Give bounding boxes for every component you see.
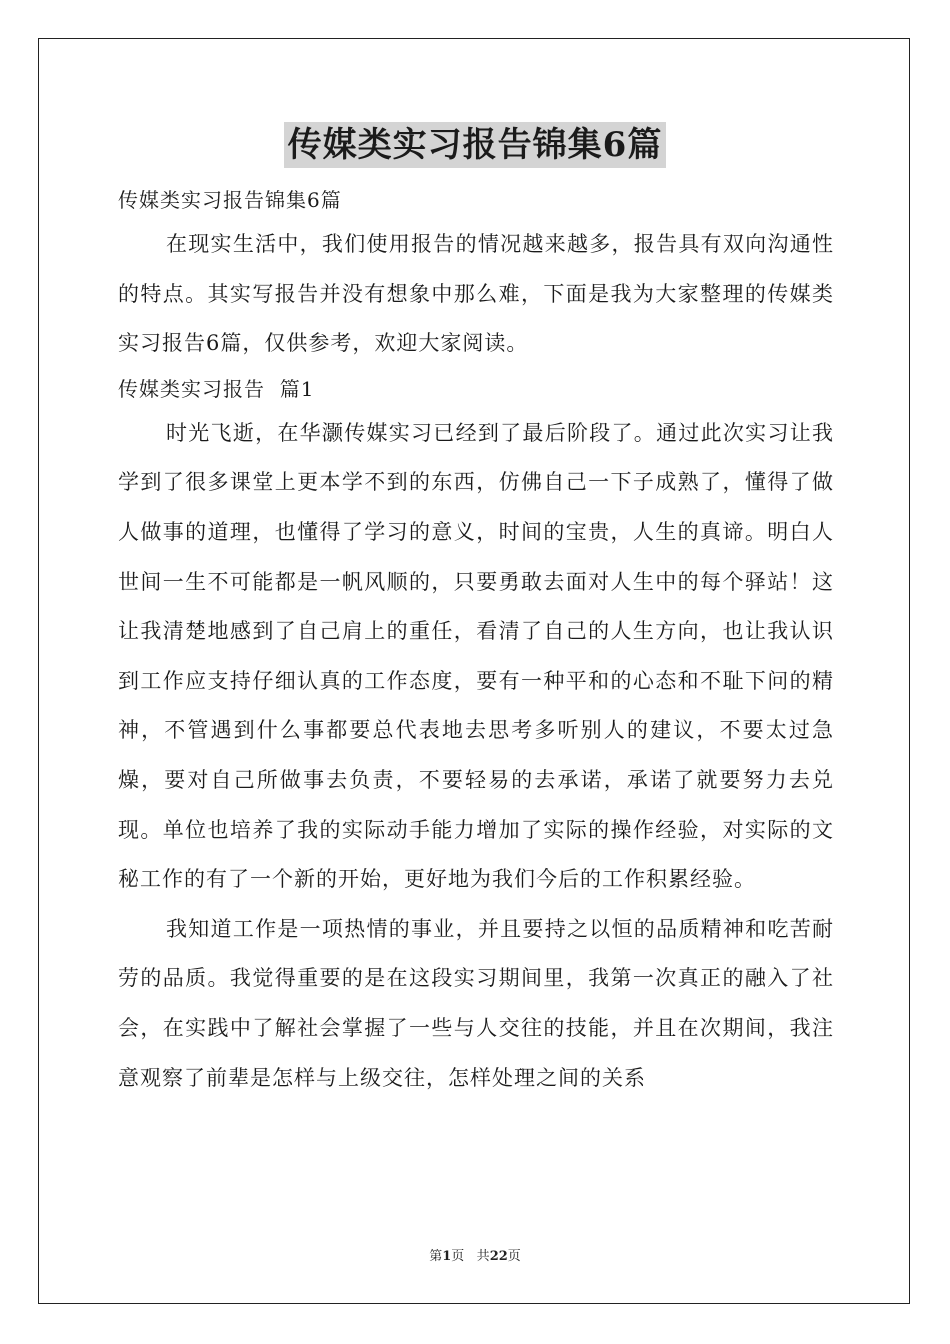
page-number: 1	[442, 1249, 452, 1264]
body-paragraph-2: 我知道工作是一项热情的事业，并且要持之以恒的品质精神和吃苦耐劳的品质。我觉得重要的是在这段实习期间里，我第一次真正的融入了社会，在实践中了解社会掌握了一些与人交往的技能，并且在次期间，我注意观察了前辈是怎样与上级交往，怎样处理之间的关系	[118, 916, 834, 1090]
total-pages: 22	[489, 1249, 508, 1264]
document-title: 传媒类实习报告锦集6篇	[284, 122, 667, 168]
total-prefix: 共	[476, 1249, 490, 1264]
page-footer	[0, 1248, 950, 1266]
page-prefix: 第	[429, 1249, 443, 1264]
page-suffix: 页	[451, 1249, 465, 1264]
document-subtitle: 传媒类实习报告锦集6篇	[118, 188, 342, 212]
document-body	[118, 180, 834, 1103]
total-suffix: 页	[507, 1249, 521, 1264]
section-heading: 传媒类实习报告 篇1	[118, 376, 315, 401]
intro-paragraph: 在现实生活中，我们使用报告的情况越来越多，报告具有双向沟通性的特点。其实写报告并没有想象中那么难，下面是我为大家整理的传媒类实习报告6篇，仅供参考，欢迎大家阅读。	[118, 232, 834, 356]
body-paragraph-1: 时光飞逝，在华灏传媒实习已经到了最后阶段了。通过此次实习让我学到了很多课堂上更本学不到的东西，仿佛自己一下子成熟了，懂得了做人做事的道理，也懂得了学习的意义，时间的宝贵，人生的真谛。明白人世间一生不可能都是一帆风顺的，只要勇敢去面对人生中的每个驿站！这让我清楚地感到了自己肩上的重任，看清了自己的人生方向，也让我认识到工作应支持仔细认真的工作态度，要有一种平和的心态和不耻下问的精神，不管遇到什么事都要总代表地去思考多听别人的建议，不要太过急燥，要对自己所做事去负责，不要轻易的去承诺，承诺了就要努力去兑现。单位也培养了我的实际动手能力增加了实际的操作经验，对实际的文秘工作的有了一个新的开始，更好地为我们今后的工作积累经验。	[118, 420, 834, 892]
title-container	[0, 122, 950, 168]
